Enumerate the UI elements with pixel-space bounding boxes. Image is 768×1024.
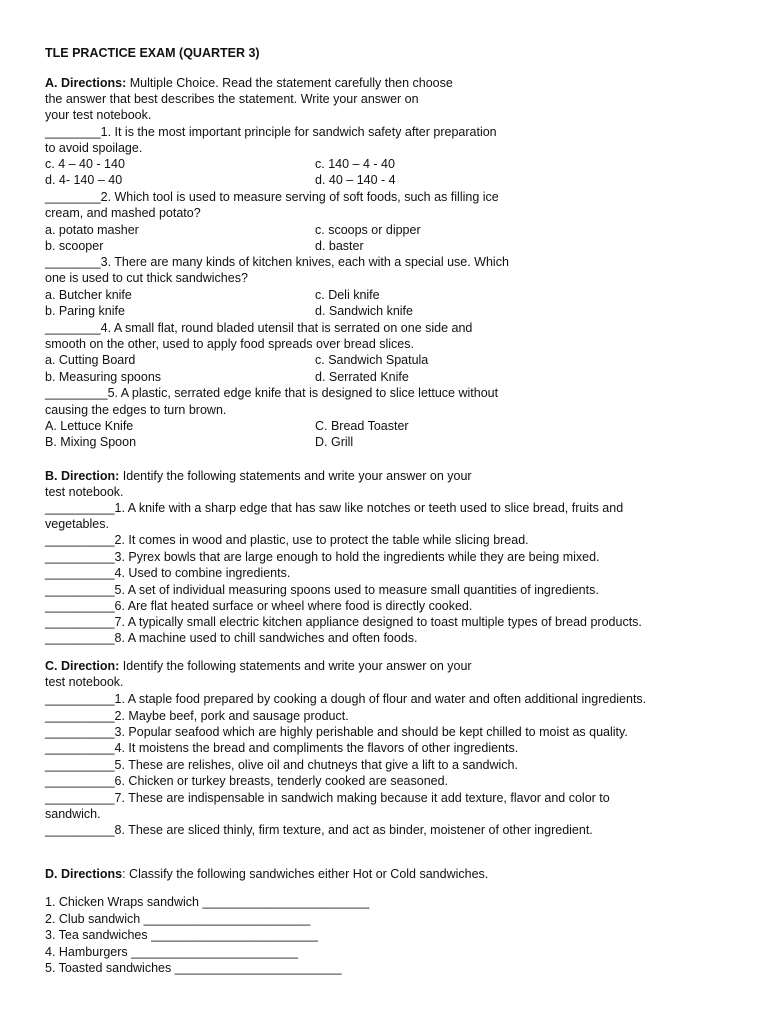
question-3-choices-row-2 <box>45 303 413 319</box>
section-c-item: __________2. Maybe beef, pork and sausage product. <box>45 709 349 723</box>
choice: b. Measuring spoons <box>45 370 162 384</box>
section-b-item: __________1. A knife with a sharp edge that has saw like notches or teeth used to slice bread, fruits and <box>45 501 624 515</box>
question-3-choices-row-1 <box>45 287 380 303</box>
question-1-choices-row-2 <box>45 172 396 188</box>
section-c-label: C. Direction: <box>45 659 120 673</box>
section-c-dir-1: Identify the following statements and write your answer on your <box>119 659 472 673</box>
choice: a. Cutting Board <box>45 353 136 367</box>
choice: c. Sandwich Spatula <box>315 353 429 367</box>
question-3-text: ________3. There are many kinds of kitchen knives, each with a special use. Which <box>45 255 509 269</box>
section-b-item: __________7. A typically small electric kitchen appliance designed to toast multiple types of bread products. <box>45 615 642 629</box>
choice: D. Grill <box>315 435 354 449</box>
section-d-item: 1. Chicken Wraps sandwich ________________________ <box>45 895 370 909</box>
section-b-item: __________5. A set of individual measuring spoons used to measure small quantities of ingredients. <box>45 583 599 597</box>
question-3-text-cont: one is used to cut thick sandwiches? <box>45 271 248 285</box>
section-d-item: 2. Club sandwich ________________________ <box>45 912 311 926</box>
section-b-item: __________6. Are flat heated surface or wheel where food is directly cooked. <box>45 599 473 613</box>
section-c-item: __________5. These are relishes, olive oil and chutneys that give a lift to a sandwich. <box>45 758 518 772</box>
choice: a. potato masher <box>45 223 139 237</box>
section-b-dir-1: Identify the following statements and write your answer on your <box>119 469 472 483</box>
choice: d. Sandwich knife <box>315 304 413 318</box>
section-c-item: __________3. Popular seafood which are highly perishable and should be kept chilled to moist as quality. <box>45 725 628 739</box>
choice: C. Bread Toaster <box>315 419 409 433</box>
question-4-choices-row-2 <box>45 369 409 385</box>
choice: d. 4- 140 – 40 <box>45 173 123 187</box>
section-d-label: D. Directions <box>45 867 123 881</box>
section-c-item: sandwich. <box>45 807 101 821</box>
section-d-directions <box>45 866 488 882</box>
choice: b. scooper <box>45 239 104 253</box>
section-a-dir-1: Multiple Choice. Read the statement carefully then choose <box>126 76 453 90</box>
choice: b. Paring knife <box>45 304 125 318</box>
question-5-choices-row-2 <box>45 434 354 450</box>
section-a-directions <box>45 75 453 91</box>
question-4-choices-row-1 <box>45 352 429 368</box>
section-c-item: __________6. Chicken or turkey breasts, tenderly cooked are seasoned. <box>45 774 449 788</box>
section-a-dir-3: your test notebook. <box>45 108 152 122</box>
section-c-directions <box>45 658 472 674</box>
section-d-item: 4. Hamburgers ________________________ <box>45 945 298 959</box>
choice: c. 4 – 40 - 140 <box>45 157 125 171</box>
section-b-item: __________4. Used to combine ingredients. <box>45 566 291 580</box>
section-c-item: __________1. A staple food prepared by cooking a dough of flour and water and often additional ingredients. <box>45 692 647 706</box>
choice: c. Deli knife <box>315 288 380 302</box>
question-5-text: _________5. A plastic, serrated edge knife that is designed to slice lettuce without <box>45 386 499 400</box>
question-5-choices-row-1 <box>45 418 409 434</box>
question-1-choices-row-1 <box>45 156 395 172</box>
section-c-item: __________4. It moistens the bread and compliments the flavors of other ingredients. <box>45 741 519 755</box>
question-4-text-cont: smooth on the other, used to apply food spreads over bread slices. <box>45 337 414 351</box>
section-b-dir-2: test notebook. <box>45 485 124 499</box>
section-b-item: __________2. It comes in wood and plastic, use to protect the table while slicing bread. <box>45 533 529 547</box>
section-c-item: __________7. These are indispensable in sandwich making because it add texture, flavor and color to <box>45 791 610 805</box>
section-d-item: 3. Tea sandwiches ________________________ <box>45 928 318 942</box>
section-b-directions <box>45 468 472 484</box>
choice: d. baster <box>315 239 364 253</box>
question-4-text: ________4. A small flat, round bladed utensil that is serrated on one side and <box>45 321 473 335</box>
choice: A. Lettuce Knife <box>45 419 134 433</box>
choice: a. Butcher knife <box>45 288 132 302</box>
section-d-dir-1: : Classify the following sandwiches either Hot or Cold sandwiches. <box>122 867 489 881</box>
choice: c. scoops or dipper <box>315 223 421 237</box>
section-d-item: 5. Toasted sandwiches ________________________ <box>45 961 342 975</box>
section-c-dir-2: test notebook. <box>45 675 124 689</box>
section-a-dir-2: the answer that best describes the statement. Write your answer on <box>45 92 419 106</box>
section-b-label: B. Direction: <box>45 469 120 483</box>
choice: d. Serrated Knife <box>315 370 409 384</box>
question-2-text: ________2. Which tool is used to measure serving of soft foods, such as filling ice <box>45 190 499 204</box>
section-b-item: __________8. A machine used to chill sandwiches and often foods. <box>45 631 418 645</box>
question-5-text-cont: causing the edges to turn brown. <box>45 403 227 417</box>
question-1-text: ________1. It is the most important principle for sandwich safety after preparation <box>45 125 497 139</box>
choice: c. 140 – 4 - 40 <box>315 157 395 171</box>
section-b-item: __________3. Pyrex bowls that are large enough to hold the ingredients while they are being mixed. <box>45 550 600 564</box>
question-2-choices-row-1 <box>45 222 421 238</box>
page-title: TLE PRACTICE EXAM (QUARTER 3) <box>45 46 260 60</box>
question-2-text-cont: cream, and mashed potato? <box>45 206 201 220</box>
choice: d. 40 – 140 - 4 <box>315 173 396 187</box>
section-a-label: A. Directions: <box>45 76 127 90</box>
question-2-choices-row-2 <box>45 238 364 254</box>
section-b-item: vegetables. <box>45 517 109 531</box>
choice: B. Mixing Spoon <box>45 435 137 449</box>
question-1-text-cont: to avoid spoilage. <box>45 141 143 155</box>
section-c-item: __________8. These are sliced thinly, firm texture, and act as binder, moistener of other ingredient. <box>45 823 593 837</box>
